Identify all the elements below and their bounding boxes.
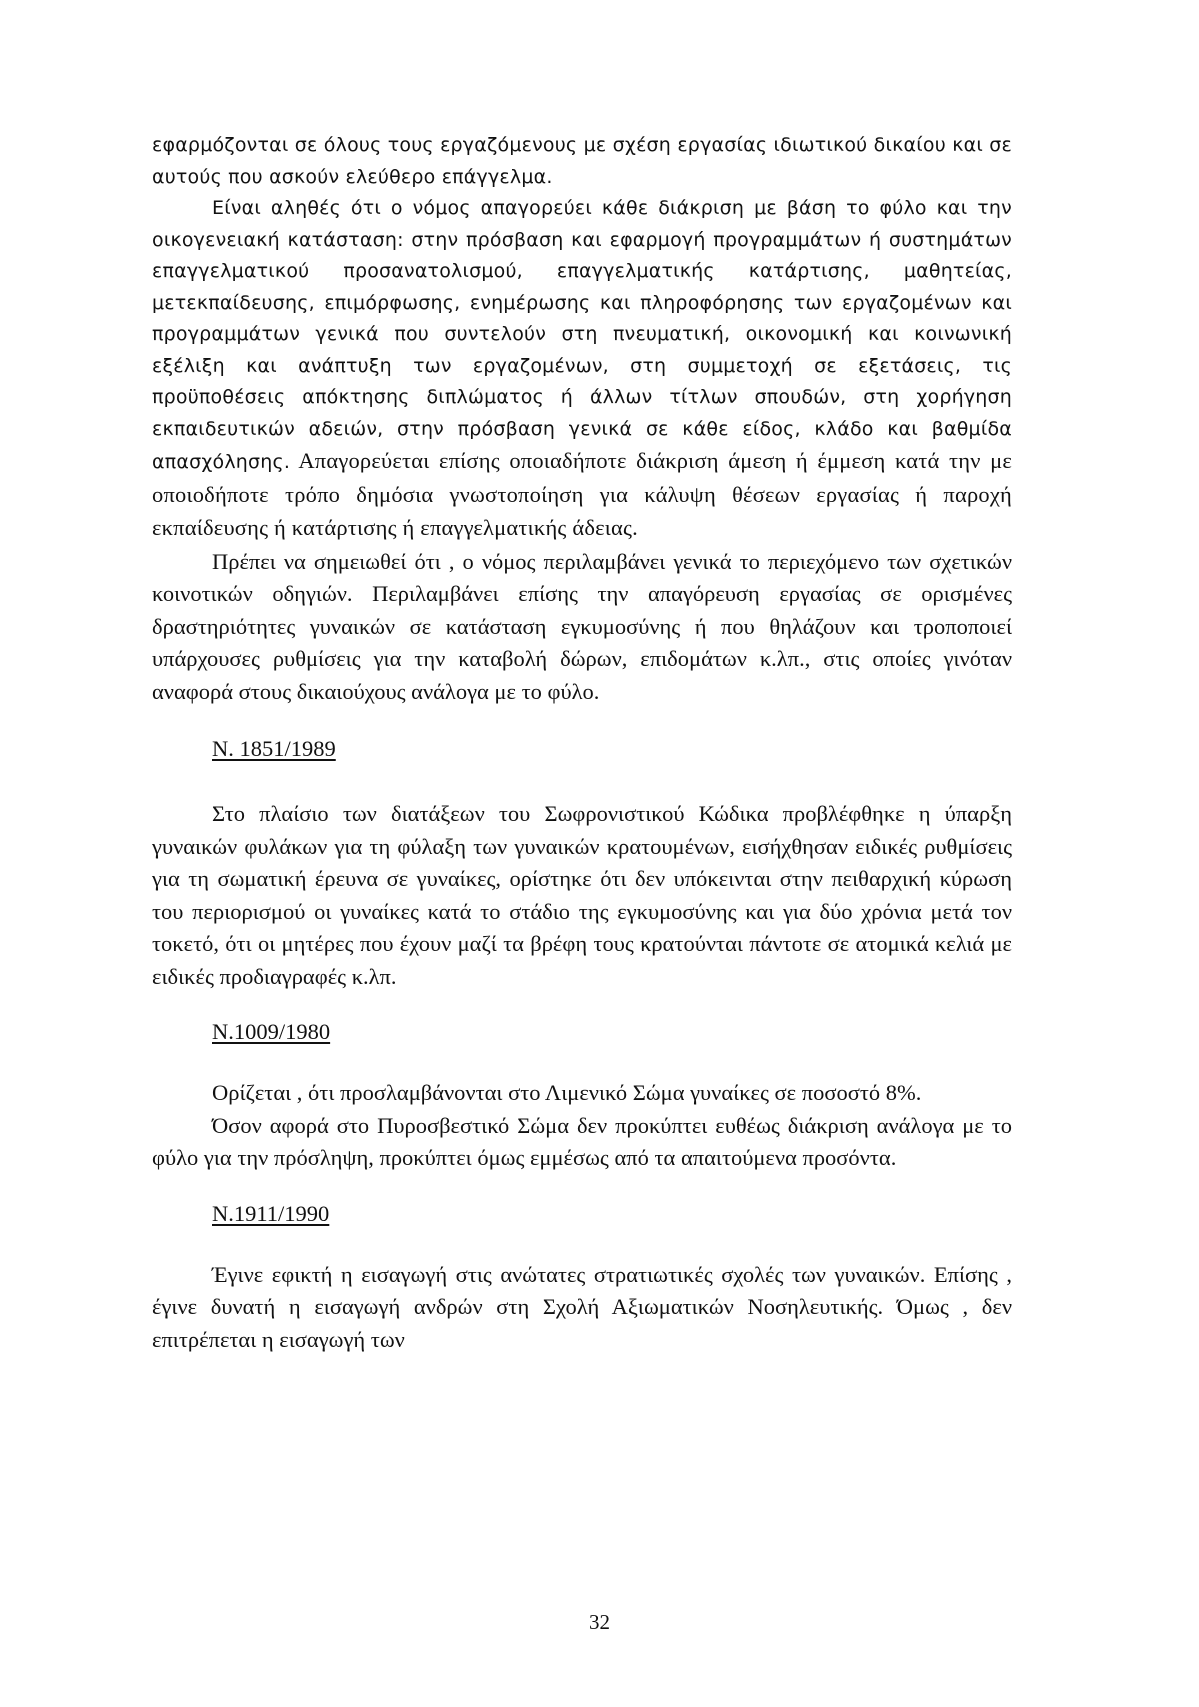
paragraph-text-sans: Είναι αληθές ότι ο νόμος απαγορεύει κάθε διάκριση με βάση το φύλο και την οικογενειακή κατάσταση: στην πρόσβαση και εφαρμογή προγραμμάτων ή συστημάτων επαγγελματικού προσανατολισμού, επαγγελματικής κατάρτισης, μαθητείας, μετεκπαίδευσης, επιμόρφωσης, ενημέρωσης και πληροφόρησης των εργαζομένων και προγραμμάτων γενικά που συντελούν στη πνευματική, οικονομική και κοινωνική εξέλιξη και ανάπτυξη των εργαζομένων, στη συμμετοχή σε εξετάσεις, τις προϋποθέσεις απόκτησης διπλώματος ή άλλων τίτλων σπουδών, στη χορήγηση εκπαιδευτικών αδειών, στην πρόσβαση γενικά σε κάθε είδος, κλάδο και βαθμίδα απασχόλησης. (152, 197, 1012, 473)
paragraph-continuation: εφαρμόζονται σε όλους τους εργαζόμενους με σχέση εργασίας ιδιωτικού δικαίου και σε αυτούς που ασκούν ελεύθερο επάγγελμα. (152, 134, 1012, 188)
paragraph-fire-service: Όσον αφορά στο Πυροσβεστικό Σώμα δεν προκύπτει ευθέως διάκριση ανάλογα με το φύλο για την πρόσληψη, προκύπτει όμως εμμέσως από τα απαιτούμενα προσόντα. (152, 1112, 1012, 1170)
paragraph-coast-guard: Ορίζεται , ότι προσλαμβάνονται στο Λιμενικό Σώμα γυναίκες σε ποσοστό 8%. (212, 1080, 922, 1105)
paragraph-penitentiary-code: Στο πλαίσιο των διατάξεων του Σωφρονιστικού Κώδικα προβλέφθηκε η ύπαρξη γυναικών φυλάκων για τη φύλαξη των γυναικών κρατουμένων, εισήχθησαν ειδικές ρυθμίσεις για τη σωματική έρευνα σε γυναίκες, ορίστηκε ότι δεν υπόκεινται στην πειθαρχική κύρωση του περιορισμού οι γυναίκες κατά το στάδιο της εγκυμοσύνης και για δύο χρόνια μετά τον τοκετό, ότι οι μητέρες που έχουν μαζί τα βρέφη τους κρατούνται πάντοτε σε ατομικά κελιά με ειδικές προδιαγραφές κ.λπ. (152, 801, 1012, 989)
paragraph-community-directives: Πρέπει να σημειωθεί ότι , ο νόμος περιλαμβάνει γενικά το περιεχόμενο των σχετικών κοινοτικών οδηγιών. Περιλαμβάνει επίσης την απαγόρευση εργασίας σε ορισμένες δραστηριότητες γυναικών σε κατάσταση εγκυμοσύνης ή που θηλάζουν και τροποποιεί υπάρχουσες ρυθμίσεις για την καταβολή δώρων, επιδομάτων κ.λπ., στις οποίες γινόταν αναφορά στους δικαιούχους ανάλογα με το φύλο. (152, 548, 1012, 704)
spacer (152, 1229, 1012, 1259)
paragraph-text-serif: Απαγορεύεται επίσης οποιαδήποτε διάκριση άμεση ή έμμεση κατά την με οποιοδήποτε τρόπο δημόσια γνωστοποίηση για κάλυψη θέσεων εργασίας ή παροχή εκπαίδευσης ή κατάρτισης ή επαγγελματικής άδειας. (152, 448, 1012, 540)
paragraph-military-schools: Έγινε εφικτή η εισαγωγή στις ανώτατες στρατιωτικές σχολές των γυναικών. Επίσης , έγινε δυνατή η εισαγωγή ανδρών στη Σχολή Αξιωματικών Νοσηλευτικής. Όμως , δεν επιτρέπεται η εισαγωγή των (152, 1261, 1012, 1352)
law-heading-1851-1989: Ν. 1851/1989 (212, 736, 336, 761)
spacer (152, 708, 1012, 734)
paragraph-discrimination-prohibition (152, 193, 1012, 546)
page-body (152, 130, 1012, 1356)
page-number: 32 (589, 1610, 610, 1634)
spacer (152, 764, 1012, 798)
law-heading-1911-1990: Ν.1911/1990 (212, 1200, 330, 1226)
spacer (152, 993, 1012, 1017)
spacer (152, 1175, 1012, 1199)
law-heading-1009-1980: Ν.1009/1980 (212, 1019, 331, 1044)
spacer (152, 1047, 1012, 1077)
